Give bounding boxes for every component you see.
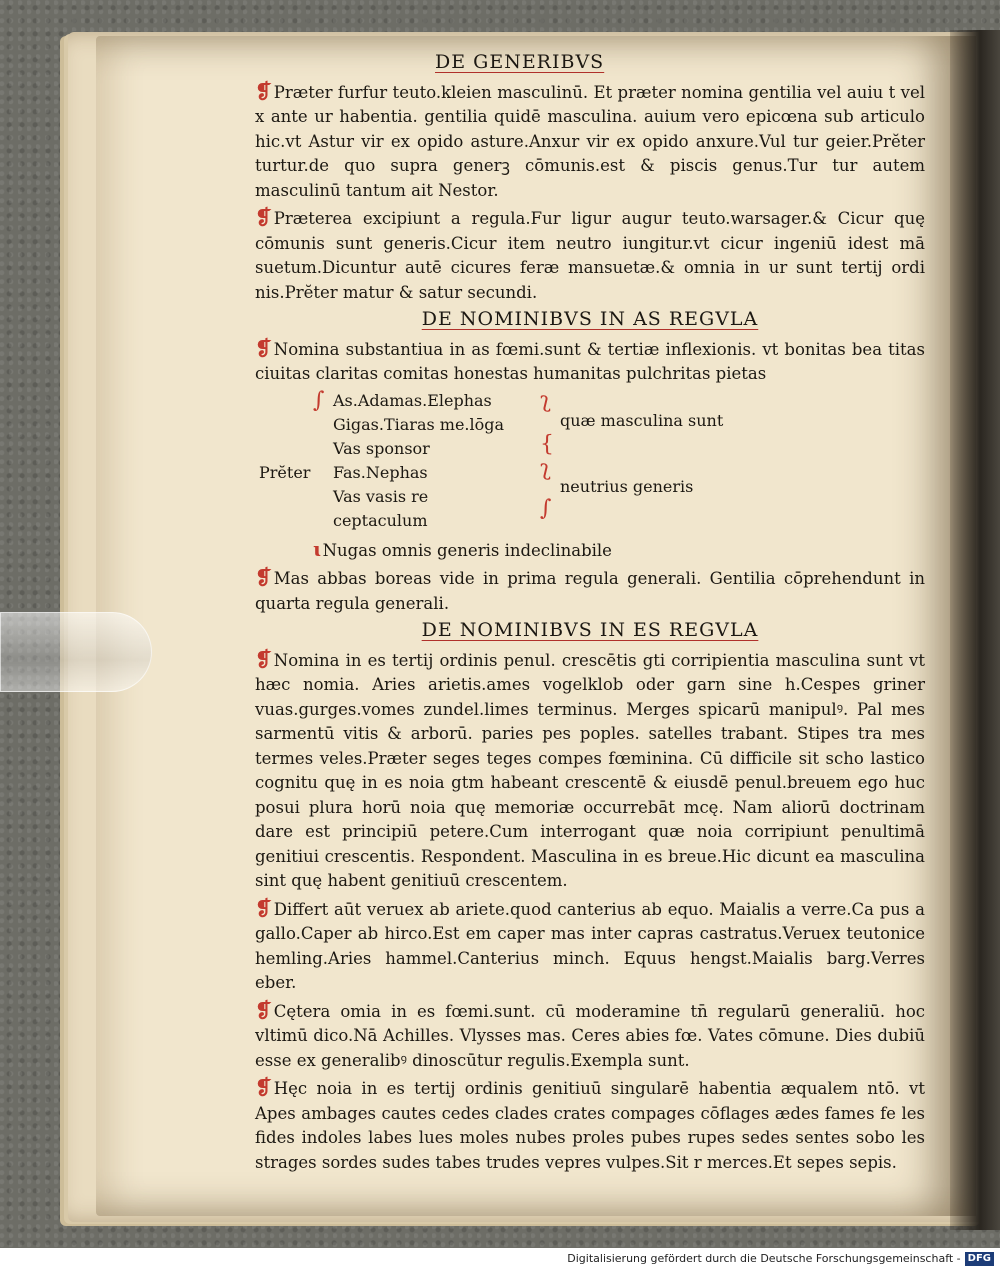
- pilcrow-icon: ❡: [255, 895, 272, 920]
- pilcrow-icon: ❡: [255, 997, 272, 1022]
- section-title-generibus: DE GENERIBVS: [435, 51, 605, 73]
- brace-icon: ɩ: [313, 536, 321, 561]
- brace-icon: ∫: [540, 495, 552, 521]
- pilcrow-icon: ❡: [255, 335, 272, 360]
- paragraph: ❡ Præter furfur teuto.kleien masculinū. Et præter nomina gentilia vel auiu t vel x ante ur habentia. gentilia quidē masculina. auium vero epicœna sub articulo hic.vt Astur vir ex opido asture.Anxur vir ex opido anxure.Vul tur geier.Prĕter turtur.de quo supra generꝫ cōmunis.est & piscis genus.Tur tur autem masculinū tantum ait Nestor.: [255, 78, 925, 200]
- pilcrow-icon: ❡: [255, 78, 272, 103]
- section-title-es-regula: DE NOMINIBVS IN ES REGVLA: [421, 619, 759, 641]
- paragraph: ❡ Cętera omia in es fœmi.sunt. cū moderamine tn̄ regularū generaliū. hoc vltimū dico.Nā Achilles. Vlysses mas. Ceres abies fœ. Vates cōmune. Dies dubiū esse ex generalibꝰ dinoscūtur regulis.Exempla sunt.: [255, 997, 925, 1070]
- book-gutter: [950, 30, 1000, 1230]
- paragraph: ❡ Præterea excipiunt a regula.Fur ligur augur teuto.warsager.& Cicur quę cōmunis sunt generis.Cicur item neutro iungitur.vt cicur ingeniū idest mā suetum.Dicuntur autē cicures feræ mansuetæ.& omnia in ur sunt tertij ordi nis.Prĕter matur & satur secundi.: [255, 205, 925, 302]
- table-line: Gigas.Tiaras me.lōga: [333, 414, 505, 434]
- bookmark-ribbon: [0, 612, 152, 692]
- paragraph: ❡ Hęc noia in es tertij ordinis genitiuū singularē habentia æqualem ntō. vt Apes ambages cautes cedes clades crates compages cōflages ædes fames fe les fides indoles labes lues moles nubes proles pubes rupes sedes sentes sobo les strages sordes sudes tabes trudes vepres vulpes.Sit r merces.Et sepes sepis.: [255, 1075, 925, 1172]
- paragraph: ❡ Nomina substantiua in as fœmi.sunt & tertiæ inflexionis. vt bonitas bea titas ciuitas claritas comitas honestas humanitas pulchritas pietas: [255, 335, 925, 383]
- brace-icon: {: [540, 431, 554, 457]
- pilcrow-icon: ❡: [255, 205, 272, 229]
- paragraph: ❡ Differt aūt veruex ab ariete.quod canterius ab equo. Maialis a verre.Ca pus a gallo.Caper ab hirco.Est em caper mas inter capras castratus.Veruex teutonice hemling.Aries hammel.Canterius minch. Equus hengst.Maialis barg.Verres eber.: [255, 895, 925, 992]
- brace-icon: ʅ: [540, 387, 551, 413]
- footer-credit: Digitalisierung gefördert durch die Deutsche Forschungsgemeinschaft -: [567, 1252, 961, 1265]
- table-line: Fas.Nephas: [333, 462, 428, 482]
- table-line: Vas sponsor: [333, 438, 430, 458]
- table-last-line: ɩ Nugas omnis generis indeclinabile: [313, 536, 612, 561]
- table-note-neut: neutrius generis: [560, 476, 694, 496]
- pilcrow-icon: ❡: [255, 565, 272, 589]
- footer-bar: [0, 1248, 1000, 1269]
- brace-icon: ∫: [313, 387, 325, 413]
- dfg-logo: DFG: [965, 1252, 994, 1266]
- pilcrow-icon: ❡: [255, 1075, 272, 1099]
- paragraph: ❡ Mas abbas boreas vide in prima regula generali. Gentilia cōprehendunt in quarta regula generali.: [255, 565, 925, 613]
- table-line: As.Adamas.Elephas: [333, 390, 492, 410]
- preter-table: [255, 389, 925, 535]
- brace-icon: ʅ: [540, 455, 551, 481]
- table-line: ceptaculum: [333, 510, 428, 530]
- table-line: Vas vasis re: [333, 486, 429, 506]
- section-title-as-regula: DE NOMINIBVS IN AS REGVLA: [421, 308, 759, 330]
- paragraph: ❡ Nomina in es tertij ordinis penul. crescētis gti corripientia masculina sunt vt hæc nomia. Aries arietis.ames vogelklob oder garn sine h.Cespes griner vuas.gurges.vomes zundel.limes terminus. Merges spicarū manipulꝰ. Pal mes sarmentū vitis & arborū. paries pes poples. satelles trabant. Stipes tra mes termes veles.Præter seges teges compes fœminina. Cū difficile sit scho lastico cognitu quę in es noia gtm habeant crescentē & eiusdē penul.breuem ego huc posui plura horū noia quę memoriæ occurrebāt mcę. Nam aliorū doctrinam dare est principiū petere.Cum interrogant quæ noia corripiunt penultimā genitiui crescentis. Respondent. Masculina in es breue.Hic dicunt ea masculina sint quę habent genitiuū crescentem.: [255, 646, 925, 890]
- table-label: Prĕter: [259, 462, 311, 482]
- table-note-masc: quæ masculina sunt: [560, 410, 724, 430]
- pilcrow-icon: ❡: [255, 646, 272, 671]
- page-text: [255, 48, 925, 1177]
